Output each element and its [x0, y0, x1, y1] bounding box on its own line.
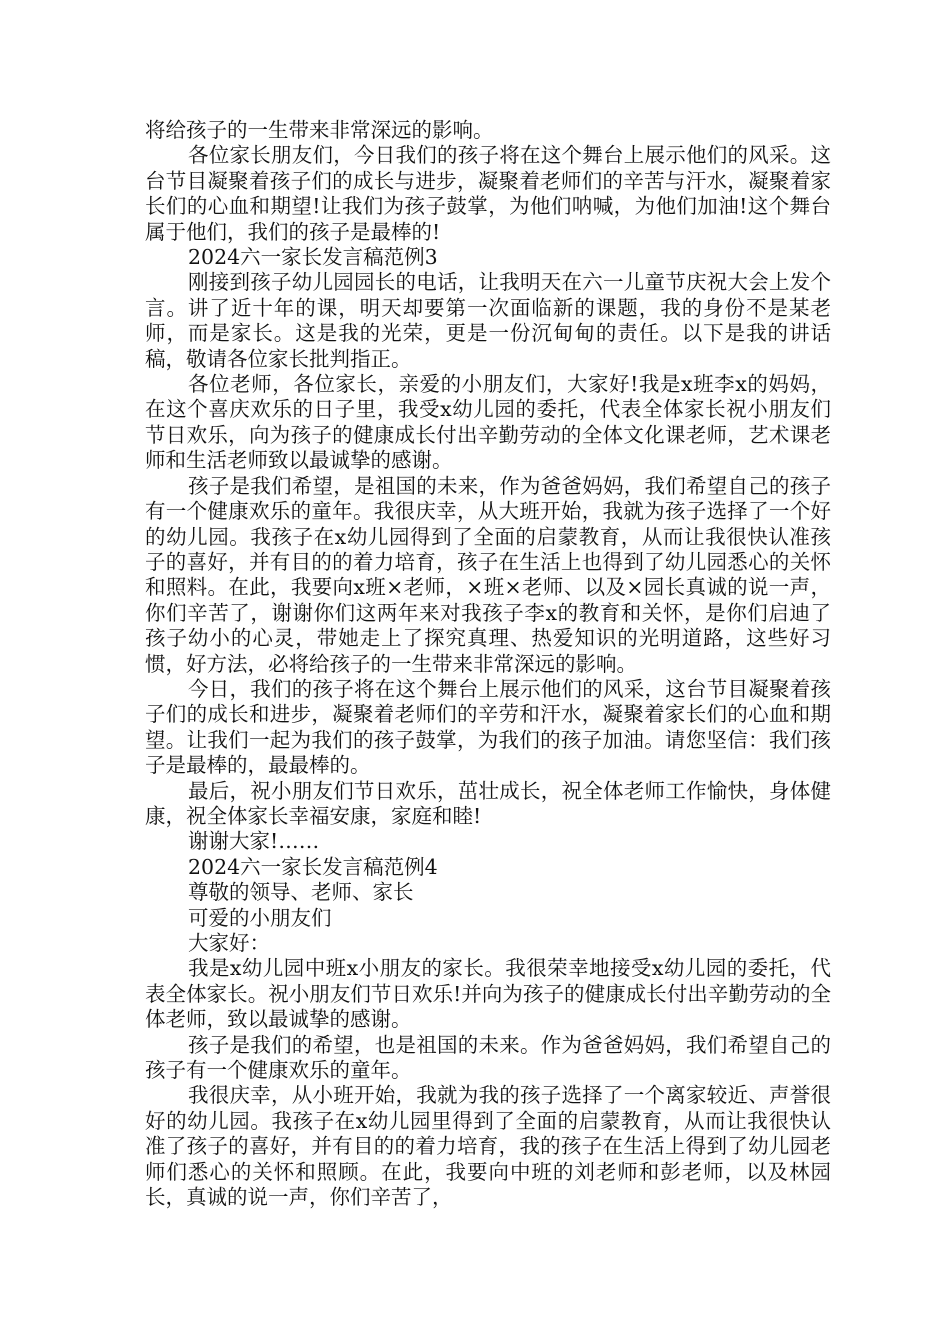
salutation: 大家好： — [188, 931, 270, 955]
section-heading: 2024六一家长发言稿范例4 — [188, 854, 438, 879]
section-heading: 2024六一家长发言稿范例3 — [188, 245, 438, 270]
paragraph: 孩子是我们的希望，也是祖国的未来。作为爸爸妈妈，我们希望自己的孩子有一个健康欢乐的童年。 — [145, 1032, 831, 1083]
paragraph: 将给孩子的一生带来非常深远的影响。 — [145, 118, 494, 142]
document-body — [145, 118, 831, 1210]
paragraph: 谢谢大家!…… — [188, 829, 320, 854]
paragraph: 我很庆幸，从小班开始，我就为我的孩子选择了一个离家较近、声誉很好的幼儿园。我孩子在x幼儿园里得到了全面的启蒙教育，从而让我很快认准了孩子的喜好，并有目的的着力培育，我的孩子在生活上得到了幼儿园老师们悉心的关怀和照顾。在此，我要向中班的刘老师和彭老师，以及林园长，真诚的说一声，你们辛苦了， — [145, 1083, 831, 1210]
paragraph: 今日，我们的孩子将在这个舞台上展示他们的风采，这台节目凝聚着孩子们的成长和进步，凝聚着老师们的辛劳和汗水，凝聚着家长们的心血和期望。让我们一起为我们的孩子鼓掌，为我们的孩子加油。请您坚信：我们孩子是最棒的，最最棒的。 — [145, 676, 831, 778]
salutation: 尊敬的领导、老师、家长 — [188, 880, 414, 905]
paragraph: 我是x幼儿园中班x小朋友的家长。我很荣幸地接受x幼儿园的委托，代表全体家长。祝小朋友们节日欢乐!并向为孩子的健康成长付出辛勤劳动的全体老师，致以最诚挚的感谢。 — [145, 956, 831, 1032]
salutation: 可爱的小朋友们 — [188, 905, 332, 930]
paragraph: 最后，祝小朋友们节日欢乐，茁壮成长，祝全体老师工作愉快，身体健康，祝全体家长幸福安康，家庭和睦! — [145, 778, 831, 828]
paragraph: 刚接到孩子幼儿园园长的电话，让我明天在六一儿童节庆祝大会上发个言。讲了近十年的课，明天却要第一次面临新的课题，我的身份不是某老师，而是家长。这是我的光荣，更是一份沉甸甸的责任。以下是我的讲话稿，敬请各位家长批判指正。 — [145, 270, 831, 371]
paragraph: 各位老师，各位家长，亲爱的小朋友们，大家好!我是x班李x的妈妈，在这个喜庆欢乐的日子里，我受x幼儿园的委托，代表全体家长祝小朋友们节日欢乐，向为孩子的健康成长付出辛勤劳动的全体文化课老师，艺术课老师和生活老师致以最诚挚的感谢。 — [145, 372, 831, 473]
paragraph: 孩子是我们希望，是祖国的未来，作为爸爸妈妈，我们希望自己的孩子有一个健康欢乐的童年。我很庆幸，从大班开始，我就为孩子选择了一个好的幼儿园。我孩子在x幼儿园得到了全面的启蒙教育，从而让我很快认准孩子的喜好，并有目的的着力培育，孩子在生活上也得到了幼儿园悉心的关怀和照料。在此，我要向x班×老师，×班×老师、以及×园长真诚的说一声，你们辛苦了，谢谢你们这两年来对我孩子李x的教育和关怀，是你们启迪了孩子幼小的心灵，带她走上了探究真理、热爱知识的光明道路，这些好习惯，好方法，必将给孩子的一生带来非常深远的影响。 — [145, 473, 831, 676]
paragraph: 各位家长朋友们，今日我们的孩子将在这个舞台上展示他们的风采。这台节目凝聚着孩子们的成长与进步，凝聚着老师们的辛苦与汗水，凝聚着家长们的心血和期望!让我们为孩子鼓掌，为他们呐喊，为他们加油!这个舞台属于他们，我们的孩子是最棒的! — [145, 143, 831, 244]
